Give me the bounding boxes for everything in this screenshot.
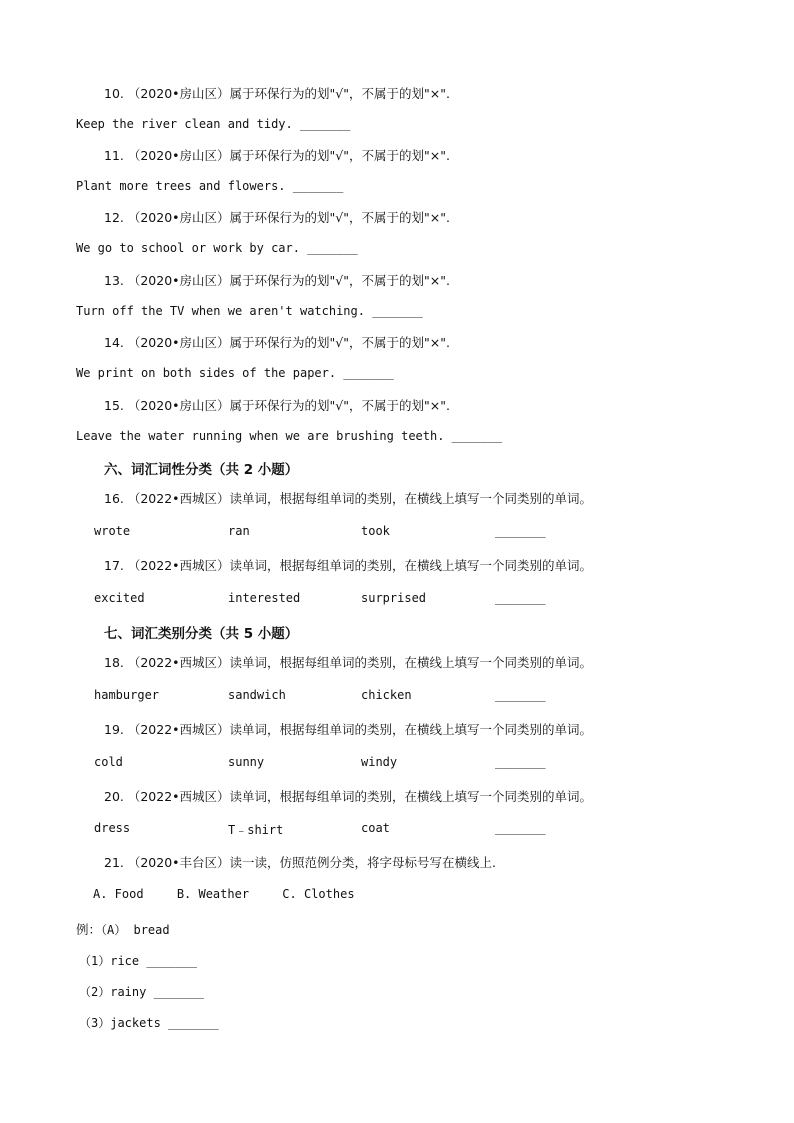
category-options: [93, 887, 381, 901]
statement-10: Keep the river clean and tidy. _______: [76, 117, 351, 131]
word: surprised: [361, 591, 427, 605]
subitem-2: （2）rainy _______: [79, 985, 205, 999]
example-line: [76, 920, 170, 938]
statement-11: Plant more trees and flowers. _______: [76, 179, 344, 193]
example-prefix: 例：: [76, 922, 102, 937]
word-row-17: [94, 591, 554, 609]
question-15: 15. （2020•房山区）属于环保行为的划"√"，不属于的划"×".: [104, 398, 450, 413]
word: sunny: [228, 755, 265, 769]
answer-blank: _______: [495, 524, 546, 538]
question-11: 11. （2020•房山区）属于环保行为的划"√"，不属于的划"×".: [104, 148, 450, 163]
word: dress: [94, 821, 131, 835]
question-20: 20. （2022•西城区）读单词，根据每组单词的类别，在横线上填写一个同类别的单词。: [104, 789, 593, 804]
statement-12: We go to school or work by car. _______: [76, 241, 358, 255]
word: chicken: [361, 688, 412, 702]
word: windy: [361, 755, 398, 769]
word: took: [361, 524, 390, 538]
word: hamburger: [94, 688, 160, 702]
word: ran: [228, 524, 250, 538]
statement-14: We print on both sides of the paper. _______: [76, 366, 394, 380]
statement-15: Leave the water running when we are brushing teeth. _______: [76, 429, 503, 443]
question-10: 10. （2020•房山区）属于环保行为的划"√"，不属于的划"×".: [104, 86, 450, 101]
option-weather: B. Weather: [176, 887, 250, 901]
option-food: A. Food: [93, 887, 144, 901]
answer-blank: _______: [495, 688, 546, 702]
word: T﹣shirt: [228, 823, 284, 837]
answer-blank: _______: [495, 821, 546, 835]
word: cold: [94, 755, 123, 769]
question-16: 16. （2022•西城区）读单词，根据每组单词的类别，在横线上填写一个同类别的单词。: [104, 491, 593, 506]
word: interested: [228, 591, 301, 605]
section-heading-6: 六、词汇词性分类（共 2 小题）: [104, 462, 299, 478]
answer-blank: _______: [495, 755, 546, 769]
word-row-19: [94, 755, 554, 773]
word: coat: [361, 821, 390, 835]
option-clothes: C. Clothes: [282, 887, 355, 901]
question-21: 21. （2020•丰台区）读一读，仿照范例分类，将字母标号写在横线上.: [104, 855, 497, 870]
example-text: （A） bread: [101, 923, 170, 937]
question-13: 13. （2020•房山区）属于环保行为的划"√"，不属于的划"×".: [104, 273, 450, 288]
question-17: 17. （2022•西城区）读单词，根据每组单词的类别，在横线上填写一个同类别的单词。: [104, 558, 593, 573]
subitem-3: （3）jackets _______: [79, 1016, 219, 1030]
word: wrote: [94, 524, 131, 538]
word-row-16: [94, 524, 554, 542]
subitem-1: （1）rice _______: [79, 954, 197, 968]
answer-blank: _______: [495, 591, 546, 605]
word: sandwich: [228, 688, 286, 702]
statement-13: Turn off the TV when we aren't watching. _______: [76, 304, 423, 318]
question-12: 12. （2020•房山区）属于环保行为的划"√"，不属于的划"×".: [104, 210, 450, 225]
word-row-20: [94, 821, 554, 839]
question-19: 19. （2022•西城区）读单词，根据每组单词的类别，在横线上填写一个同类别的单词。: [104, 722, 593, 737]
word-row-18: [94, 688, 554, 706]
question-18: 18. （2022•西城区）读单词，根据每组单词的类别，在横线上填写一个同类别的单词。: [104, 655, 593, 670]
word: excited: [94, 591, 145, 605]
question-14: 14. （2020•房山区）属于环保行为的划"√"，不属于的划"×".: [104, 335, 450, 350]
section-heading-7: 七、词汇类别分类（共 5 小题）: [104, 626, 299, 642]
